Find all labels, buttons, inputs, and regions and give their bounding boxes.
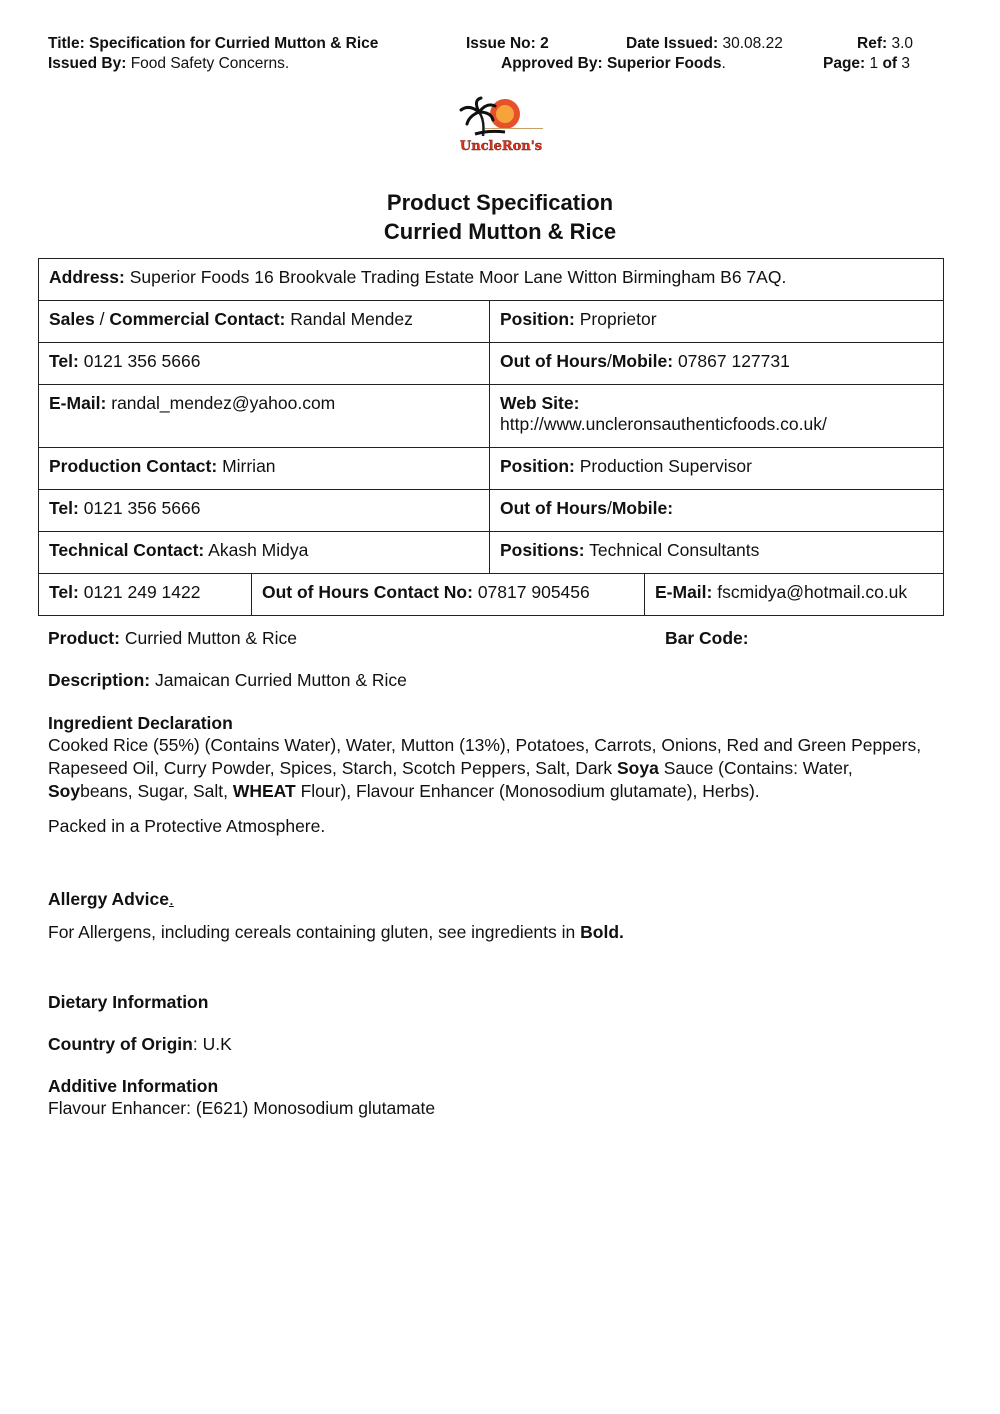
production-out-of-hours-cell: Out of Hours/Mobile: — [490, 490, 944, 532]
position-cell: Position: Proprietor — [490, 301, 944, 343]
technical-contact-cell: Technical Contact: Akash Midya — [39, 532, 490, 574]
issued-by: Issued By: Food Safety Concerns. — [48, 55, 290, 72]
website-cell: Web Site: http://www.uncleronsauthenticfoods.co.uk/ — [490, 385, 944, 448]
table-row — [39, 343, 944, 385]
reference: Ref: 3.0 — [857, 35, 914, 52]
page-number: Page: 1 of 3 — [823, 55, 911, 72]
table-row — [39, 448, 944, 490]
country-of-origin: Country of Origin: U.K — [48, 1034, 232, 1054]
approved-by: Approved By: Superior Foods. — [501, 55, 726, 72]
contact-table — [38, 258, 944, 616]
packed-note: Packed in a Protective Atmosphere. — [48, 816, 326, 836]
table-row — [39, 301, 944, 343]
additive-value: Flavour Enhancer: (E621) Monosodium glutamate — [48, 1098, 436, 1118]
table-row — [39, 259, 944, 301]
technical-email-cell: E-Mail: fscmidya@hotmail.co.uk — [645, 574, 944, 616]
allergy-text: For Allergens, including cereals containing gluten, see ingredients in Bold. — [48, 922, 624, 942]
additive-heading: Additive Information — [48, 1076, 219, 1096]
uncle-rons-logo — [455, 94, 547, 156]
logo-wordmark: UncleRon's — [459, 139, 543, 154]
description-line: Description: Jamaican Curried Mutton & Rice — [48, 670, 407, 690]
technical-out-of-hours-cell: Out of Hours Contact No: 07817 905456 — [252, 574, 645, 616]
product-line: Product: Curried Mutton & Rice — [48, 628, 297, 648]
allergy-heading: Allergy Advice. — [48, 889, 174, 909]
tel-cell: Tel: 0121 356 5666 — [39, 343, 490, 385]
production-contact-cell: Production Contact: Mirrian — [39, 448, 490, 490]
out-of-hours-cell: Out of Hours/Mobile: 07867 127731 — [490, 343, 944, 385]
table-row — [39, 385, 944, 448]
title-line-2: Curried Mutton & Rice — [383, 219, 617, 244]
production-tel-cell: Tel: 0121 356 5666 — [39, 490, 490, 532]
sales-contact-cell: Sales / Commercial Contact: Randal Mendez — [39, 301, 490, 343]
doc-title: Title: Specification for Curried Mutton & Rice — [48, 35, 379, 52]
title-line-1: Product Specification — [386, 190, 614, 215]
dietary-heading: Dietary Information — [48, 992, 209, 1012]
issue-number: Issue No: 2 — [466, 35, 549, 52]
table-row — [39, 574, 944, 616]
address-cell: Address: Superior Foods 16 Brookvale Trading Estate Moor Lane Witton Birmingham B6 7AQ. — [39, 259, 944, 301]
barcode-label: Bar Code: — [665, 628, 749, 648]
table-row — [39, 532, 944, 574]
website-link[interactable]: http://www.uncleronsauthenticfoods.co.uk/ — [500, 414, 827, 434]
ingredient-text: Cooked Rice (55%) (Contains Water), Water, Mutton (13%), Potatoes, Carrots, Onions, Red and Green Peppers, Rapeseed Oil, Curry Powder, Spices, Starch, Scotch Peppers, Salt, Dark Soya Sauce (Contains: Water, Soybeans, Sugar, Salt, WHEAT Flour), Flavour Enhancer (Monosodium glutamate), Herbs). — [48, 735, 922, 801]
date-issued: Date Issued: 30.08.22 — [626, 35, 783, 52]
email-cell: E-Mail: randal_mendez@yahoo.com — [39, 385, 490, 448]
production-position-cell: Position: Production Supervisor — [490, 448, 944, 490]
technical-tel-cell: Tel: 0121 249 1422 — [39, 574, 252, 616]
table-row — [39, 490, 944, 532]
page-title — [0, 188, 1000, 246]
technical-positions-cell: Positions: Technical Consultants — [490, 532, 944, 574]
ingredient-heading: Ingredient Declaration — [48, 713, 233, 733]
